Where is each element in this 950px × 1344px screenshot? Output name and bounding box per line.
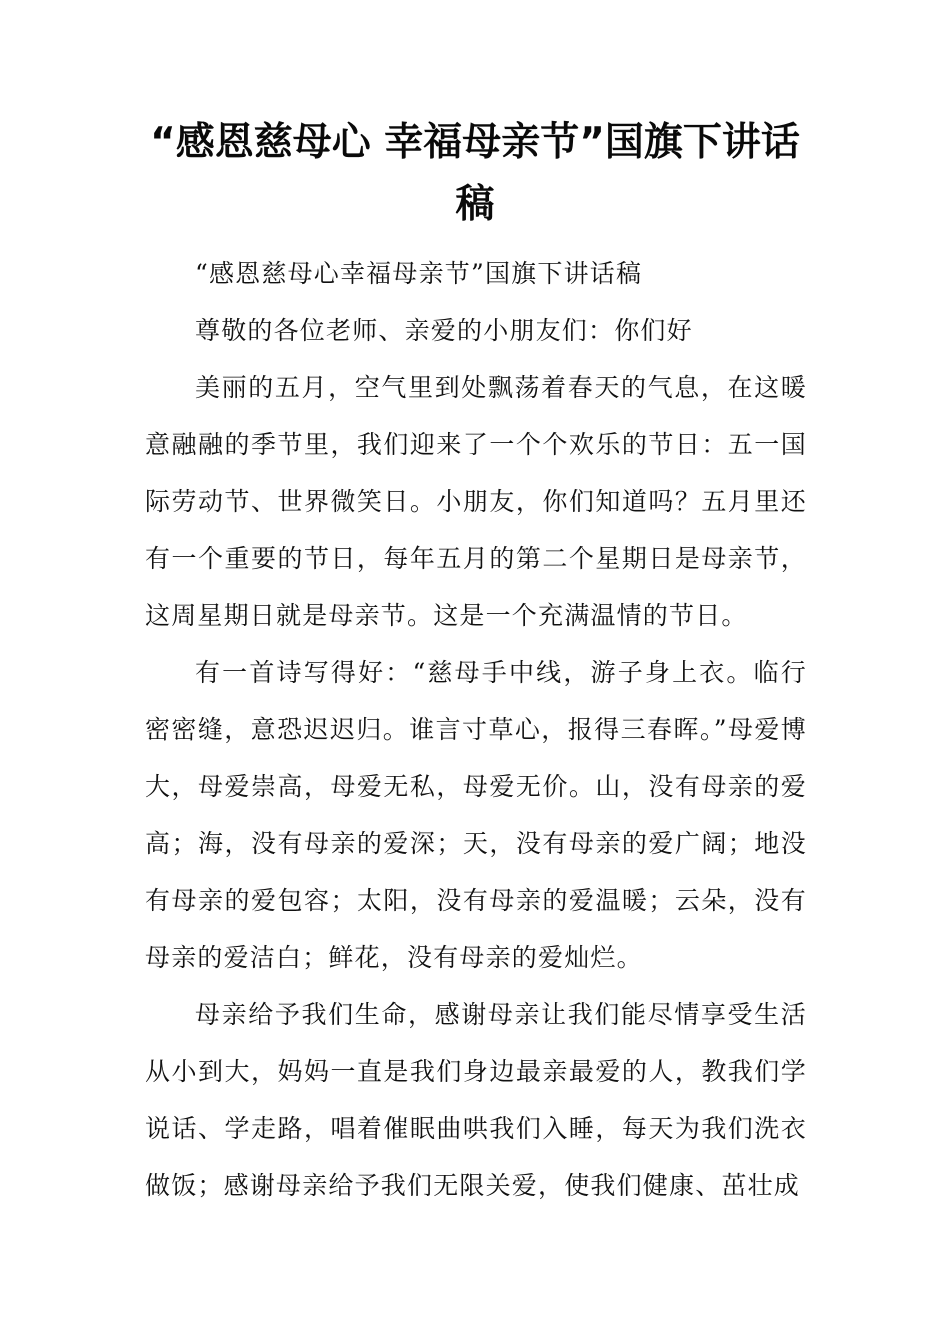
paragraph-greeting: 尊敬的各位老师、亲爱的小朋友们：你们好	[195, 316, 693, 345]
paragraph-gratitude: 母亲给予我们生命，感谢母亲让我们能尽情享受生活从小到大，妈妈一直是我们身边最亲最爱的人，教我们学说话、学走路，唱着催眠曲哄我们入睡，每天为我们洗衣做饭；感谢母亲给予我们无限关爱，使我们健康、茁壮成	[145, 1000, 807, 1200]
document-body	[145, 245, 807, 1214]
paragraph-poem: 有一首诗写得好：“慈母手中线，游子身上衣。临行密密缝，意恐迟迟归。谁言寸草心，报得三春晖。”母爱博大，母爱崇高，母爱无私，母爱无价。山，没有母亲的爱高；海，没有母亲的爱深；天，没有母亲的爱广阔；地没有母亲的爱包容；太阳，没有母亲的爱温暖；云朵，没有母亲的爱洁白；鲜花，没有母亲的爱灿烂。	[145, 658, 807, 972]
document-title: “感恩慈母心 幸福母亲节”国旗下讲话稿	[150, 120, 800, 227]
paragraph-may-festivals: 美丽的五月，空气里到处飘荡着春天的气息，在这暖意融融的季节里，我们迎来了一个个欢乐的节日：五一国际劳动节、世界微笑日。小朋友，你们知道吗？五月里还有一个重要的节日，每年五月的第二个星期日是母亲节，这周星期日就是母亲节。这是一个充满温情的节日。	[145, 373, 807, 630]
paragraph-subtitle: “感恩慈母心幸福母亲节”国旗下讲话稿	[195, 259, 643, 288]
